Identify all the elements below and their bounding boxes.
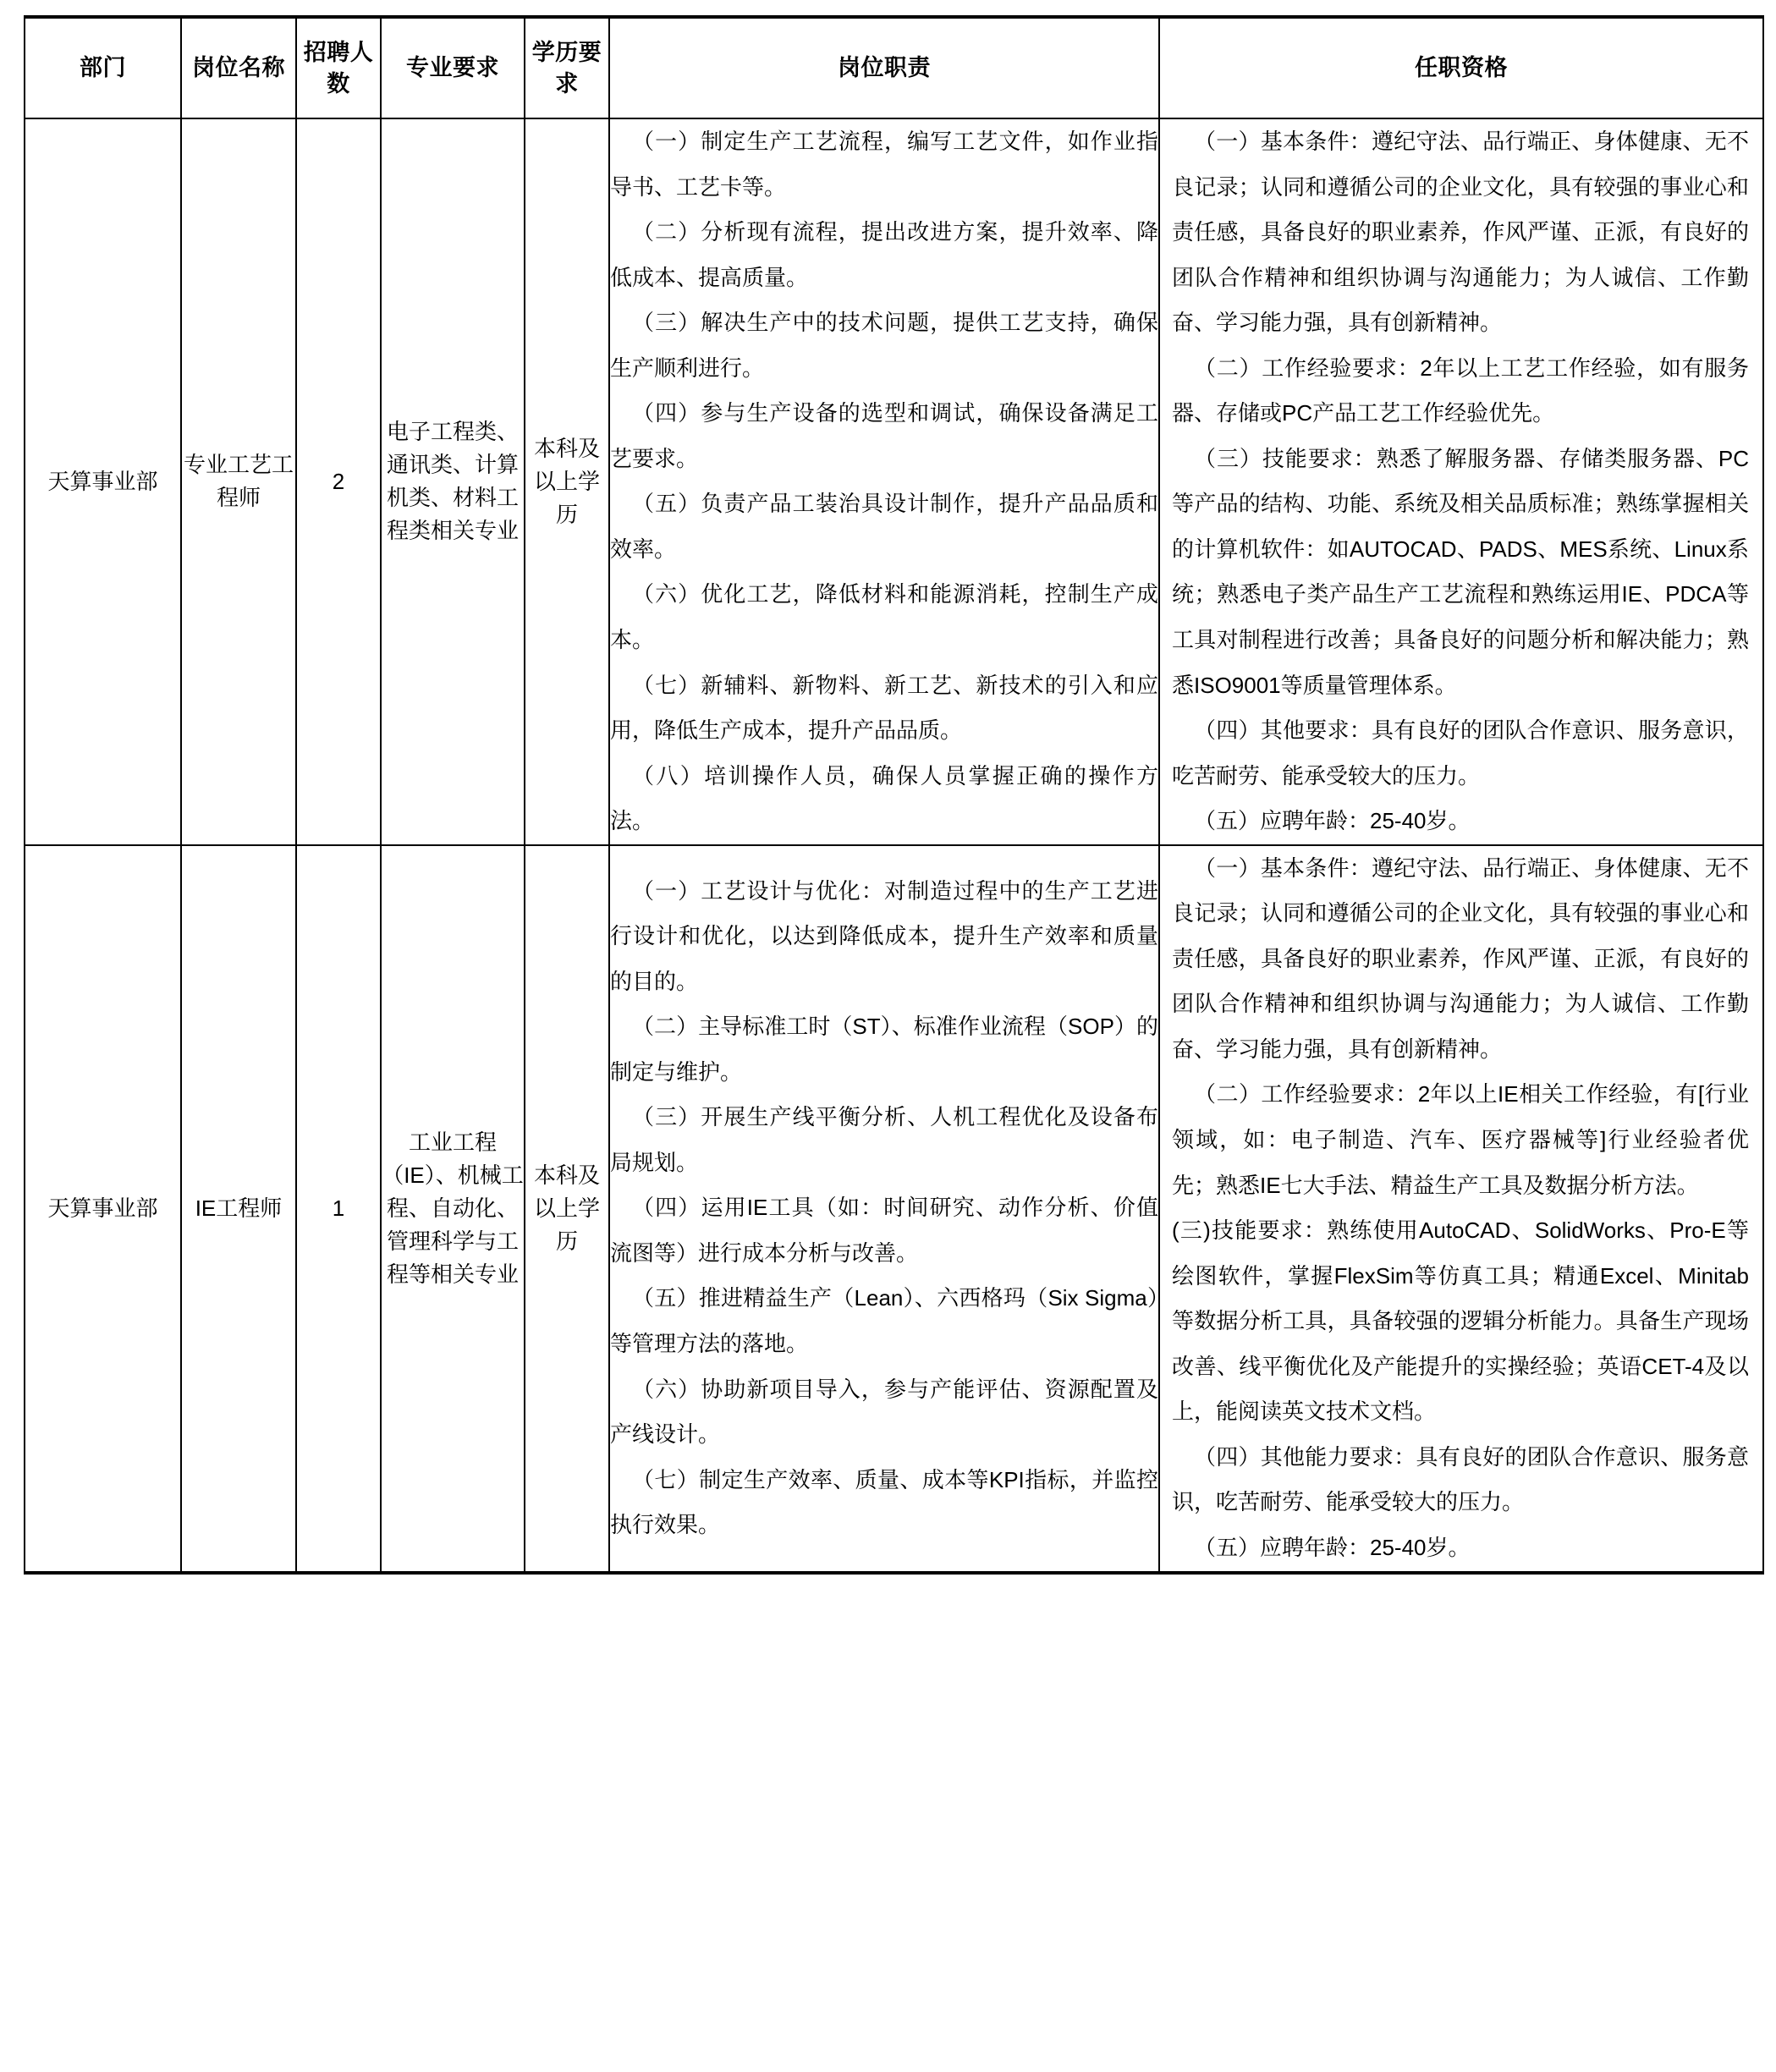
- cell-duties: [609, 845, 1159, 1573]
- qualification-item: （二）工作经验要求：2年以上IE相关工作经验，有[行业领域，如：电子制造、汽车、医疗器械等]行业经验者优先；熟悉IE七大手法、精益生产工具及数据分析方法。: [1172, 1081, 1749, 1198]
- duty-item: （四）运用IE工具（如：时间研究、动作分析、价值流图等）进行成本分析与改善。: [610, 1195, 1158, 1266]
- duty-item: （五）推进精益生产（Lean）、六西格玛（Six Sigma）等管理方法的落地。: [610, 1285, 1158, 1356]
- cell-qualifications: [1159, 118, 1763, 845]
- column-header-job-title-label: 岗位名称: [192, 55, 285, 81]
- column-header-major-label: 专业要求: [406, 55, 499, 81]
- duty-item: （二）主导标准工时（ST）、标准作业流程（SOP）的制定与维护。: [610, 1014, 1158, 1085]
- table-header-row: [25, 17, 1763, 118]
- column-header-department: [25, 17, 181, 118]
- cell-department: 天算事业部: [25, 845, 181, 1573]
- cell-job-title: 专业工艺工程师: [181, 118, 296, 845]
- cell-job-title: IE工程师: [181, 845, 296, 1573]
- qualification-item: （三）技能要求：熟悉了解服务器、存储类服务器、PC等产品的结构、功能、系统及相关品质标准；熟练掌握相关的计算机软件：如AUTOCAD、PADS、MES系统、Linux系统；熟悉电子类产品生产工艺流程和熟练运用IE、PDCA等工具对制程进行改善；具备良好的问题分析和解决能力；熟悉ISO9001等质量管理体系。: [1172, 445, 1749, 698]
- cell-major: 电子工程类、通讯类、计算机类、材料工程类相关专业: [381, 118, 525, 845]
- table-row: [25, 118, 1763, 845]
- duty-item: （一）工艺设计与优化：对制造过程中的生产工艺进行设计和优化，以达到降低成本，提升生产效率和质量的目的。: [610, 877, 1158, 994]
- column-header-headcount: [296, 17, 381, 118]
- qualification-item: （四）其他要求：具有良好的团队合作意识、服务意识，吃苦耐劳、能承受较大的压力。: [1172, 717, 1749, 789]
- cell-qualifications: [1159, 845, 1763, 1573]
- duty-item: （七）制定生产效率、质量、成本等KPI指标，并监控执行效果。: [610, 1466, 1158, 1538]
- column-header-education-label: 学历要求: [531, 40, 602, 96]
- column-header-qualifications-label: 任职资格: [1415, 55, 1508, 81]
- table-body: [25, 118, 1763, 1573]
- qualification-item: (三)技能要求：熟练使用AutoCAD、SolidWorks、Pro-E等绘图软件，掌握FlexSim等仿真工具；精通Excel、Minitab等数据分析工具，具备较强的逻辑分析能力。具备生产现场改善、线平衡优化及产能提升的实操经验；英语CET-4及以上，能阅读英文技术文档。: [1172, 1217, 1749, 1425]
- duty-item: （三）开展生产线平衡分析、人机工程优化及设备布局规划。: [610, 1104, 1158, 1175]
- qualification-item: （四）其他能力要求：具有良好的团队合作意识、服务意识，吃苦耐劳、能承受较大的压力。: [1172, 1443, 1749, 1515]
- cell-department: 天算事业部: [25, 118, 181, 845]
- duty-item: （七）新辅料、新物料、新工艺、新技术的引入和应用，降低生产成本，提升产品品质。: [610, 672, 1158, 744]
- duty-item: （六）优化工艺，降低材料和能源消耗，控制生产成本。: [610, 581, 1158, 653]
- table-header: [25, 17, 1763, 118]
- column-header-duties: [609, 17, 1159, 118]
- duty-item: （八）培训操作人员，确保人员掌握正确的操作方法。: [610, 762, 1158, 834]
- qualification-item: （五）应聘年龄：25-40岁。: [1194, 808, 1471, 834]
- column-header-major: [381, 17, 525, 118]
- column-header-education: [525, 17, 609, 118]
- recruitment-table: [24, 15, 1764, 1575]
- duty-item: （二）分析现有流程，提出改进方案，提升效率、降低成本、提高质量。: [610, 219, 1158, 290]
- duty-item: （五）负责产品工装治具设计制作，提升产品品质和效率。: [610, 491, 1158, 562]
- cell-duties: [609, 118, 1159, 845]
- cell-headcount: 2: [296, 118, 381, 845]
- cell-major: 工业工程（IE）、机械工程、自动化、管理科学与工程等相关专业: [381, 845, 525, 1573]
- column-header-department-label: 部门: [80, 55, 126, 81]
- column-header-qualifications: [1159, 17, 1763, 118]
- column-header-duties-label: 岗位职责: [838, 55, 931, 81]
- table-row: [25, 845, 1763, 1573]
- qualification-item: （二）工作经验要求：2年以上工艺工作经验，如有服务器、存储或PC产品工艺工作经验优先。: [1172, 354, 1749, 426]
- duty-item: （六）协助新项目导入，参与产能评估、资源配置及产线设计。: [610, 1376, 1158, 1448]
- duty-item: （四）参与生产设备的选型和调试，确保设备满足工艺要求。: [610, 400, 1158, 471]
- column-header-headcount-label: 招聘人数: [303, 40, 374, 96]
- duty-item: （一）制定生产工艺流程，编写工艺文件，如作业指导书、工艺卡等。: [610, 129, 1158, 200]
- duty-item: （三）解决生产中的技术问题，提供工艺支持，确保生产顺利进行。: [610, 310, 1158, 381]
- qualification-item: （一）基本条件：遵纪守法、品行端正、身体健康、无不良记录；认同和遵循公司的企业文化，具有较强的事业心和责任感，具备良好的职业素养，作风严谨、正派，有良好的团队合作精神和组织协调与沟通能力；为人诚信、工作勤奋、学习能力强，具有创新精神。: [1172, 855, 1749, 1062]
- cell-education: 本科及以上学历: [525, 118, 609, 845]
- column-header-job-title: [181, 17, 296, 118]
- qualification-item: （一）基本条件：遵纪守法、品行端正、身体健康、无不良记录；认同和遵循公司的企业文化，具有较强的事业心和责任感，具备良好的职业素养，作风严谨、正派，有良好的团队合作精神和组织协调与沟通能力；为人诚信、工作勤奋、学习能力强，具有创新精神。: [1172, 129, 1749, 336]
- cell-headcount: 1: [296, 845, 381, 1573]
- cell-education: 本科及以上学历: [525, 845, 609, 1573]
- qualification-item: （五）应聘年龄：25-40岁。: [1194, 1534, 1471, 1560]
